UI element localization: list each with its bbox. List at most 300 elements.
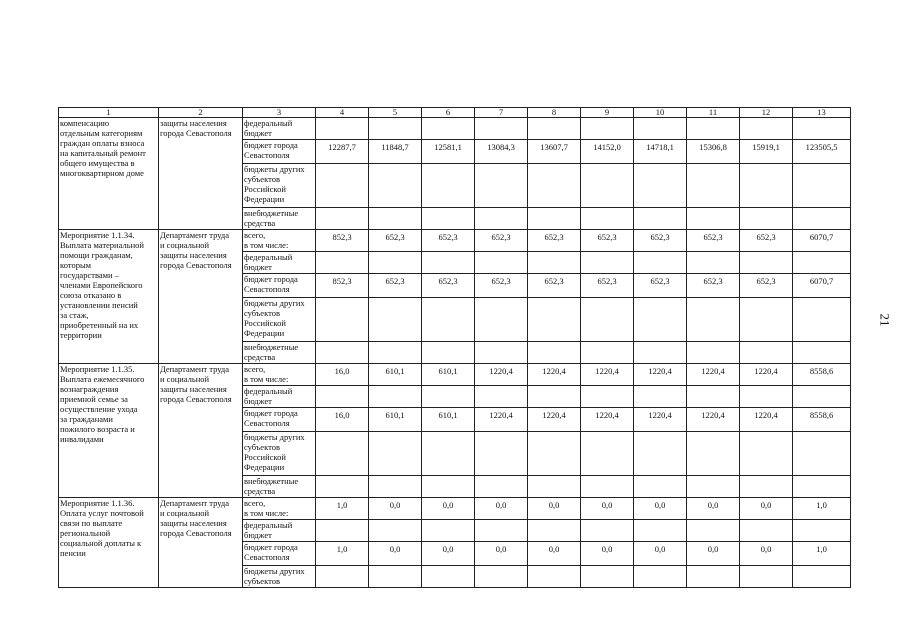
cell-line: субъектов xyxy=(244,174,280,184)
value-cell xyxy=(687,476,740,498)
cell-line: федеральный xyxy=(244,118,293,128)
value-cell: 123505,5 xyxy=(793,140,851,164)
funding-source xyxy=(243,476,316,498)
column-number: 4 xyxy=(316,108,369,118)
value-cell xyxy=(422,476,475,498)
value-cell xyxy=(369,566,422,588)
value-cell: 652,3 xyxy=(740,230,793,252)
value-cell: 652,3 xyxy=(369,230,422,252)
value-cell: 14152,0 xyxy=(581,140,634,164)
value-cell: 1220,4 xyxy=(581,364,634,386)
value-cell xyxy=(687,208,740,230)
value-cell xyxy=(634,208,687,230)
value-cell xyxy=(528,208,581,230)
value-cell xyxy=(687,342,740,364)
cell-line: установлении пенсий xyxy=(60,300,138,310)
cell-line: Выплата ежемесячного xyxy=(60,374,145,384)
value-cell xyxy=(369,298,422,342)
value-cell: 14718,1 xyxy=(634,140,687,164)
funding-source xyxy=(243,364,316,386)
value-cell xyxy=(634,432,687,476)
value-cell: 12287,7 xyxy=(316,140,369,164)
value-cell xyxy=(528,298,581,342)
value-cell: 652,3 xyxy=(687,230,740,252)
funding-source xyxy=(243,118,316,140)
value-cell: 852,3 xyxy=(316,230,369,252)
value-cell xyxy=(793,342,851,364)
cell-line: пенсии xyxy=(60,548,86,558)
value-cell xyxy=(793,476,851,498)
value-cell: 652,3 xyxy=(422,274,475,298)
measure-name xyxy=(59,230,159,364)
value-cell: 852,3 xyxy=(316,274,369,298)
cell-line: внебюджетные xyxy=(244,208,299,218)
cell-line: в том числе: xyxy=(244,508,289,518)
value-cell xyxy=(475,566,528,588)
value-cell xyxy=(422,386,475,408)
value-cell xyxy=(316,252,369,274)
value-cell xyxy=(316,520,369,542)
value-cell xyxy=(316,164,369,208)
cell-line: приемной семье за xyxy=(60,394,128,404)
cell-line: инвалидами xyxy=(60,434,104,444)
cell-line: которым xyxy=(60,260,92,270)
measure-name xyxy=(59,118,159,230)
value-cell: 652,3 xyxy=(687,274,740,298)
cell-line: и социальной xyxy=(160,374,210,384)
funding-source xyxy=(243,298,316,342)
value-cell xyxy=(740,566,793,588)
value-cell xyxy=(793,118,851,140)
value-cell xyxy=(422,208,475,230)
value-cell xyxy=(634,476,687,498)
value-cell xyxy=(528,520,581,542)
value-cell xyxy=(475,432,528,476)
value-cell xyxy=(475,342,528,364)
budget-table xyxy=(58,107,851,588)
value-cell xyxy=(369,432,422,476)
cell-line: бюджет города xyxy=(244,408,298,418)
cell-line: защиты населения xyxy=(160,518,227,528)
cell-line: субъектов xyxy=(244,576,280,586)
value-cell: 8558,6 xyxy=(793,364,851,386)
value-cell: 1220,4 xyxy=(740,408,793,432)
cell-line: Департамент труда xyxy=(160,498,230,508)
value-cell: 652,3 xyxy=(422,230,475,252)
value-cell xyxy=(740,252,793,274)
cell-line: Федерации xyxy=(244,462,285,472)
value-cell xyxy=(687,386,740,408)
cell-line: отдельным категориям xyxy=(60,128,143,138)
value-cell xyxy=(422,520,475,542)
cell-line: бюджет xyxy=(244,530,272,540)
cell-line: защиты населения xyxy=(160,384,227,394)
value-cell: 652,3 xyxy=(475,274,528,298)
value-cell xyxy=(316,118,369,140)
value-cell xyxy=(422,118,475,140)
cell-line: осуществление ухода xyxy=(60,404,138,414)
value-cell: 11848,7 xyxy=(369,140,422,164)
funding-source xyxy=(243,164,316,208)
value-cell xyxy=(581,566,634,588)
column-number: 2 xyxy=(159,108,243,118)
cell-line: приобретенный на их xyxy=(60,320,139,330)
cell-line: на капитальный ремонт xyxy=(60,148,146,158)
value-cell xyxy=(316,476,369,498)
funding-source xyxy=(243,140,316,164)
cell-line: вознаграждения xyxy=(60,384,119,394)
value-cell xyxy=(528,386,581,408)
cell-line: и социальной xyxy=(160,240,210,250)
executor xyxy=(159,364,243,498)
value-cell xyxy=(687,164,740,208)
value-cell xyxy=(475,386,528,408)
cell-line: средства xyxy=(244,218,276,228)
value-cell xyxy=(475,298,528,342)
value-cell xyxy=(422,164,475,208)
cell-line: защиты населения xyxy=(160,250,227,260)
executor xyxy=(159,230,243,364)
value-cell xyxy=(634,566,687,588)
value-cell: 1,0 xyxy=(316,542,369,566)
column-number: 11 xyxy=(687,108,740,118)
value-cell xyxy=(369,342,422,364)
value-cell xyxy=(740,386,793,408)
cell-line: бюджет xyxy=(244,262,272,272)
value-cell: 0,0 xyxy=(687,542,740,566)
funding-source xyxy=(243,208,316,230)
cell-line: помощи гражданам, xyxy=(60,250,133,260)
cell-line: всего, xyxy=(244,364,266,374)
value-cell: 16,0 xyxy=(316,408,369,432)
cell-line: бюджет xyxy=(244,128,272,138)
column-number: 6 xyxy=(422,108,475,118)
table-row xyxy=(59,118,851,140)
value-cell xyxy=(581,208,634,230)
cell-line: союза отказано в xyxy=(60,290,122,300)
column-number: 10 xyxy=(634,108,687,118)
cell-line: пожилого возраста и xyxy=(60,424,135,434)
value-cell: 6070,7 xyxy=(793,274,851,298)
value-cell xyxy=(581,298,634,342)
table-row xyxy=(59,230,851,252)
value-cell xyxy=(528,566,581,588)
cell-line: всего, xyxy=(244,498,266,508)
cell-line: территории xyxy=(60,330,102,340)
value-cell: 8558,6 xyxy=(793,408,851,432)
cell-line: Департамент труда xyxy=(160,364,230,374)
cell-line: города Севастополя xyxy=(160,528,232,538)
value-cell xyxy=(740,432,793,476)
value-cell: 1220,4 xyxy=(581,408,634,432)
value-cell xyxy=(475,520,528,542)
cell-line: многоквартирном доме xyxy=(60,168,144,178)
funding-source xyxy=(243,386,316,408)
cell-line: социальной доплаты к xyxy=(60,538,142,548)
value-cell: 652,3 xyxy=(528,230,581,252)
value-cell xyxy=(581,476,634,498)
cell-line: средства xyxy=(244,352,276,362)
cell-line: Мероприятие 1.1.35. xyxy=(60,364,135,374)
measure-name xyxy=(59,364,159,498)
cell-line: в том числе: xyxy=(244,240,289,250)
cell-line: Севастополя xyxy=(244,418,290,428)
value-cell: 1,0 xyxy=(793,542,851,566)
value-cell: 1220,4 xyxy=(528,408,581,432)
cell-line: субъектов xyxy=(244,308,280,318)
value-cell: 652,3 xyxy=(475,230,528,252)
value-cell xyxy=(528,118,581,140)
cell-line: Севастополя xyxy=(244,150,290,160)
column-number: 9 xyxy=(581,108,634,118)
value-cell xyxy=(687,298,740,342)
value-cell: 0,0 xyxy=(528,498,581,520)
value-cell: 652,3 xyxy=(581,230,634,252)
cell-line: за гражданами xyxy=(60,414,113,424)
value-cell xyxy=(581,432,634,476)
value-cell xyxy=(634,520,687,542)
value-cell: 12581,1 xyxy=(422,140,475,164)
value-cell xyxy=(740,164,793,208)
value-cell: 0,0 xyxy=(634,542,687,566)
value-cell xyxy=(475,476,528,498)
cell-line: Севастополя xyxy=(244,552,290,562)
value-cell xyxy=(369,386,422,408)
value-cell: 0,0 xyxy=(581,498,634,520)
cell-line: общего имущества в xyxy=(60,158,135,168)
table-row xyxy=(59,364,851,386)
value-cell: 1220,4 xyxy=(475,408,528,432)
value-cell: 0,0 xyxy=(475,542,528,566)
column-number: 7 xyxy=(475,108,528,118)
cell-line: города Севастополя xyxy=(160,128,232,138)
executor xyxy=(159,498,243,588)
column-number: 13 xyxy=(793,108,851,118)
value-cell: 0,0 xyxy=(369,498,422,520)
value-cell xyxy=(793,566,851,588)
cell-line: бюджеты других xyxy=(244,298,305,308)
value-cell: 0,0 xyxy=(422,498,475,520)
value-cell: 652,3 xyxy=(528,274,581,298)
table-row xyxy=(59,498,851,520)
value-cell xyxy=(528,432,581,476)
value-cell xyxy=(528,164,581,208)
cell-line: региональной xyxy=(60,528,111,538)
value-cell xyxy=(740,208,793,230)
value-cell xyxy=(687,118,740,140)
value-cell: 0,0 xyxy=(369,542,422,566)
value-cell: 1,0 xyxy=(316,498,369,520)
value-cell xyxy=(793,432,851,476)
value-cell xyxy=(581,342,634,364)
value-cell xyxy=(528,342,581,364)
value-cell: 1220,4 xyxy=(740,364,793,386)
value-cell xyxy=(422,252,475,274)
cell-line: внебюджетные xyxy=(244,476,299,486)
value-cell xyxy=(528,252,581,274)
column-number: 5 xyxy=(369,108,422,118)
value-cell xyxy=(369,118,422,140)
value-cell xyxy=(687,566,740,588)
value-cell xyxy=(634,342,687,364)
value-cell xyxy=(634,298,687,342)
value-cell: 15306,8 xyxy=(687,140,740,164)
funding-source xyxy=(243,252,316,274)
cell-line: бюджет города xyxy=(244,542,298,552)
value-cell xyxy=(422,432,475,476)
cell-line: Севастополя xyxy=(244,284,290,294)
value-cell xyxy=(793,164,851,208)
cell-line: бюджеты других xyxy=(244,432,305,442)
value-cell xyxy=(793,520,851,542)
value-cell: 652,3 xyxy=(634,230,687,252)
value-cell: 1220,4 xyxy=(634,408,687,432)
value-cell: 1220,4 xyxy=(687,408,740,432)
value-cell xyxy=(316,208,369,230)
value-cell: 1,0 xyxy=(793,498,851,520)
value-cell xyxy=(793,298,851,342)
cell-line: города Севастополя xyxy=(160,260,232,270)
cell-line: бюджеты других xyxy=(244,164,305,174)
cell-line: Выплата материальной xyxy=(60,240,144,250)
funding-source xyxy=(243,498,316,520)
cell-line: всего, xyxy=(244,230,266,240)
value-cell xyxy=(369,476,422,498)
cell-line: города Севастополя xyxy=(160,394,232,404)
value-cell xyxy=(581,118,634,140)
value-cell: 0,0 xyxy=(634,498,687,520)
funding-source xyxy=(243,432,316,476)
value-cell xyxy=(581,252,634,274)
value-cell xyxy=(316,566,369,588)
cell-line: и социальной xyxy=(160,508,210,518)
cell-line: граждан оплаты взноса xyxy=(60,138,145,148)
value-cell xyxy=(475,252,528,274)
value-cell: 1220,4 xyxy=(634,364,687,386)
cell-line: федеральный xyxy=(244,520,293,530)
cell-line: Департамент труда xyxy=(160,230,230,240)
cell-line: бюджеты других xyxy=(244,566,305,576)
header-row xyxy=(59,108,851,118)
cell-line: защиты населения xyxy=(160,118,227,128)
value-cell: 0,0 xyxy=(740,498,793,520)
value-cell xyxy=(422,342,475,364)
funding-source xyxy=(243,566,316,588)
value-cell xyxy=(634,252,687,274)
cell-line: членами Европейского xyxy=(60,280,143,290)
value-cell: 1220,4 xyxy=(687,364,740,386)
value-cell: 13084,3 xyxy=(475,140,528,164)
value-cell xyxy=(793,252,851,274)
cell-line: бюджет xyxy=(244,396,272,406)
column-number: 8 xyxy=(528,108,581,118)
value-cell xyxy=(475,164,528,208)
funding-source xyxy=(243,520,316,542)
value-cell xyxy=(316,386,369,408)
page-number: 21 xyxy=(877,313,893,327)
value-cell xyxy=(422,298,475,342)
value-cell: 6070,7 xyxy=(793,230,851,252)
cell-line: Оплата услуг почтовой xyxy=(60,508,144,518)
cell-line: федеральный xyxy=(244,252,293,262)
value-cell: 1220,4 xyxy=(475,364,528,386)
cell-line: связи по выплате xyxy=(60,518,123,528)
cell-line: Российской xyxy=(244,184,286,194)
column-number: 1 xyxy=(59,108,159,118)
value-cell: 610,1 xyxy=(422,364,475,386)
cell-line: бюджет города xyxy=(244,140,298,150)
value-cell xyxy=(581,164,634,208)
value-cell: 13607,7 xyxy=(528,140,581,164)
value-cell: 0,0 xyxy=(528,542,581,566)
value-cell xyxy=(740,342,793,364)
cell-line: Российской xyxy=(244,318,286,328)
value-cell: 0,0 xyxy=(740,542,793,566)
value-cell xyxy=(475,118,528,140)
value-cell xyxy=(740,476,793,498)
value-cell: 610,1 xyxy=(369,408,422,432)
value-cell xyxy=(316,298,369,342)
value-cell xyxy=(369,164,422,208)
column-number: 12 xyxy=(740,108,793,118)
value-cell xyxy=(369,520,422,542)
value-cell: 0,0 xyxy=(422,542,475,566)
value-cell xyxy=(687,520,740,542)
value-cell: 652,3 xyxy=(740,274,793,298)
cell-line: Мероприятие 1.1.36. xyxy=(60,498,135,508)
value-cell xyxy=(634,164,687,208)
cell-line: федеральный xyxy=(244,386,293,396)
value-cell: 652,3 xyxy=(634,274,687,298)
cell-line: средства xyxy=(244,486,276,496)
value-cell xyxy=(687,432,740,476)
value-cell: 652,3 xyxy=(369,274,422,298)
cell-line: субъектов xyxy=(244,442,280,452)
funding-source xyxy=(243,542,316,566)
funding-source xyxy=(243,274,316,298)
executor xyxy=(159,118,243,230)
value-cell xyxy=(581,386,634,408)
cell-line: Федерации xyxy=(244,328,285,338)
value-cell: 0,0 xyxy=(581,542,634,566)
cell-line: Российской xyxy=(244,452,286,462)
value-cell: 610,1 xyxy=(369,364,422,386)
value-cell: 0,0 xyxy=(687,498,740,520)
cell-line: в том числе: xyxy=(244,374,289,384)
value-cell xyxy=(634,118,687,140)
cell-line: за стаж, xyxy=(60,310,89,320)
cell-line: компенсацию xyxy=(60,118,110,128)
measure-name xyxy=(59,498,159,588)
value-cell xyxy=(475,208,528,230)
value-cell: 1220,4 xyxy=(528,364,581,386)
cell-line: Федерации xyxy=(244,194,285,204)
value-cell xyxy=(740,520,793,542)
funding-source xyxy=(243,342,316,364)
cell-line: внебюджетные xyxy=(244,342,299,352)
funding-source xyxy=(243,408,316,432)
value-cell: 15919,1 xyxy=(740,140,793,164)
value-cell xyxy=(581,520,634,542)
value-cell: 0,0 xyxy=(475,498,528,520)
cell-line: государствами – xyxy=(60,270,119,280)
value-cell xyxy=(369,252,422,274)
value-cell xyxy=(687,252,740,274)
column-number: 3 xyxy=(243,108,316,118)
value-cell xyxy=(422,566,475,588)
value-cell xyxy=(740,298,793,342)
cell-line: Мероприятие 1.1.34. xyxy=(60,230,135,240)
